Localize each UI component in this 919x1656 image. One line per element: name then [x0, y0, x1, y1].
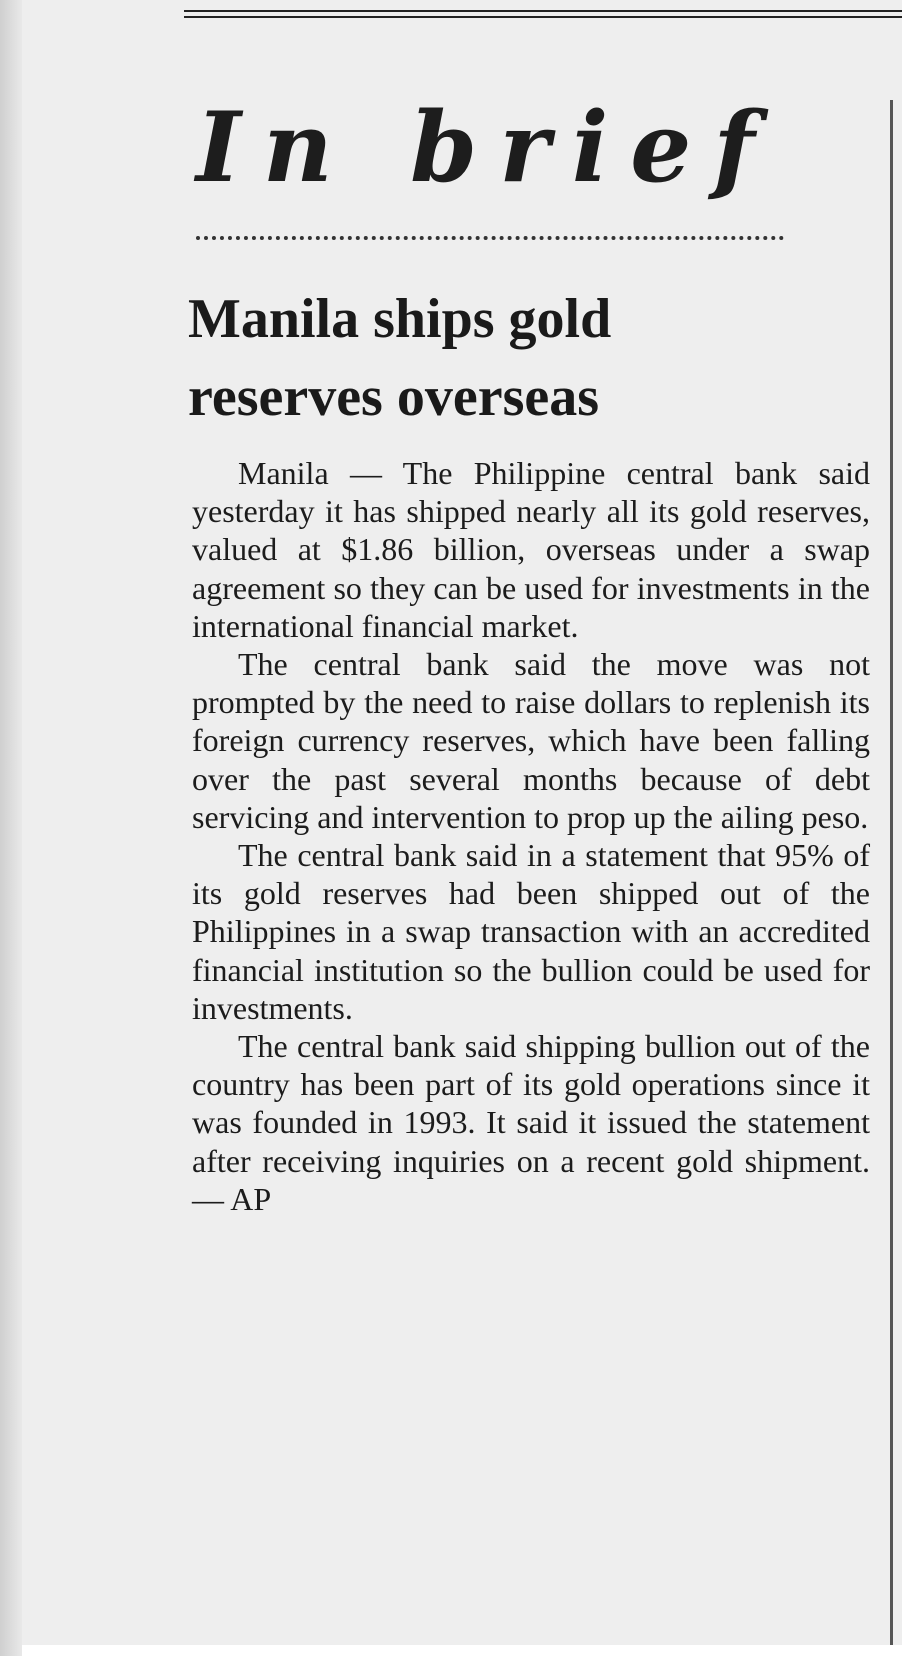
headline-line-2: reserves overseas [188, 366, 600, 428]
article-headline [188, 280, 878, 436]
scan-bottom-margin [22, 1645, 919, 1656]
article-paragraph: The central bank said in a statement that 95% of its gold reserves had been shipped out of the Philippines in a swap transaction with an accredited financial institution so the bullion could be used for investments. [192, 837, 870, 1026]
article-paragraph: The central bank said shipping bullion out of the country has been part of its gold operations since it was founded in 1993. It said it issued the statement after receiving inquiries on a recent gold shipment. — AP [192, 1028, 870, 1217]
column-right-edge [890, 100, 893, 1645]
headline-line-1: Manila ships gold [188, 288, 612, 350]
scan-right-margin [902, 0, 919, 1656]
dotted-divider [196, 236, 784, 240]
article-body [192, 454, 870, 1218]
section-kicker: In brief [196, 91, 777, 204]
top-double-rule [184, 10, 914, 18]
article-paragraph: The central bank said the move was not prompted by the need to raise dollars to replenish its foreign currency reserves, which have been falling over the past several months because of debt servicing and intervention to prop up the ailing peso. [192, 646, 870, 835]
scan-left-shadow [0, 0, 22, 1656]
article-paragraph: Manila — The Philippine central bank said yesterday it has shipped nearly all its gold reserves, valued at $1.86 billion, overseas under a swap agreement so they can be used for investments in the international financial market. [192, 455, 870, 644]
